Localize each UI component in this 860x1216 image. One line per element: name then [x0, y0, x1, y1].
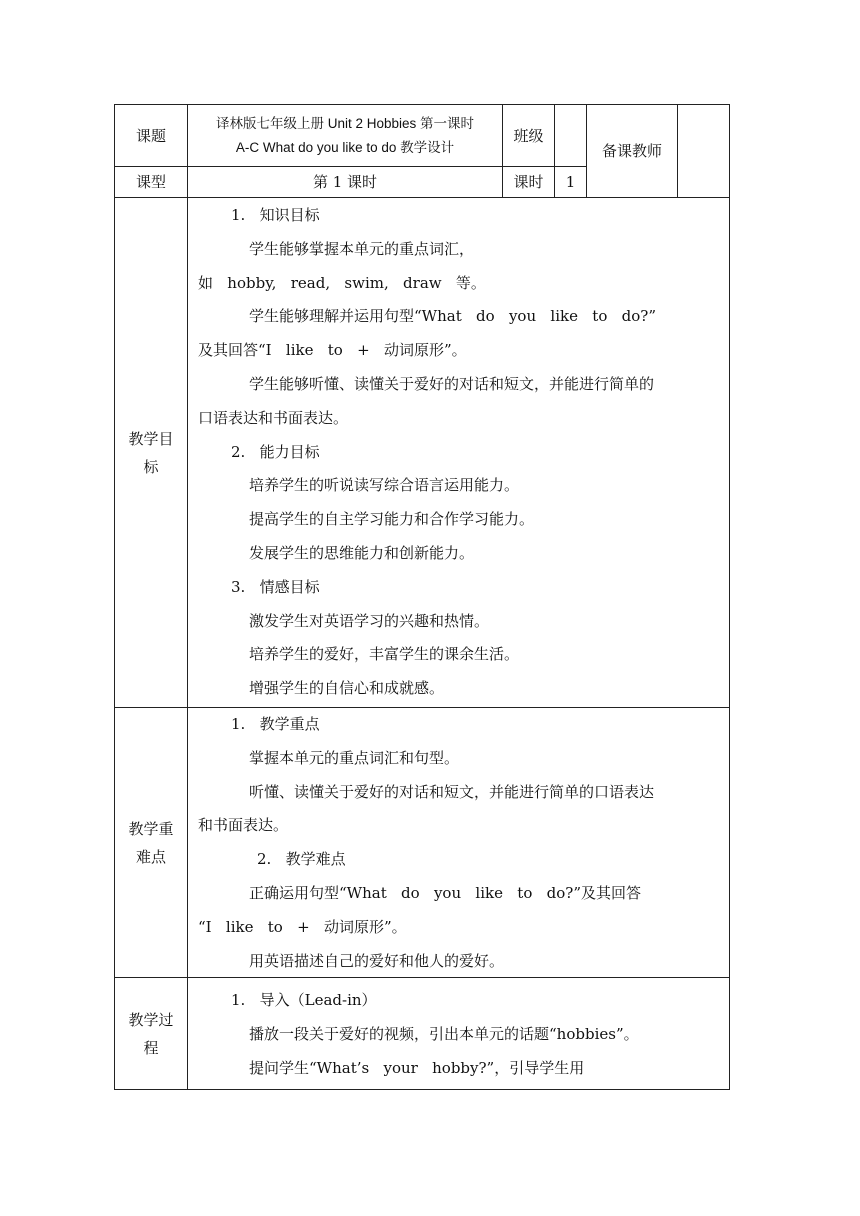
section-heading: 1. 知识目标 — [231, 206, 320, 224]
content-line: 激发学生对英语学习的兴趣和热情。 — [249, 611, 490, 630]
content-line: 及其回答“I like to + 动词原形”。 — [198, 341, 467, 360]
type-value: 第 1 课时 — [312, 173, 378, 191]
content-line: 提问学生“What’s your hobby?”，引导学生用 — [249, 1058, 585, 1077]
content-line: 增强学生的自信心和成就感。 — [249, 679, 445, 698]
key-points-content — [114, 708, 730, 978]
hours-label: 课时 — [513, 173, 544, 191]
type-label: 课型 — [135, 173, 166, 191]
table-border — [114, 197, 730, 198]
content-line: 播放一段关于爱好的视频，引出本单元的话题“hobbies”。 — [249, 1024, 639, 1043]
content-line: “I like to + 动词原形”。 — [198, 917, 407, 936]
row-label-line: 教学目 — [128, 429, 174, 448]
teacher-value — [678, 105, 729, 197]
content-line: 培养学生的听说读写综合语言运用能力。 — [249, 476, 520, 495]
content-line: 发展学生的思维能力和创新能力。 — [249, 543, 475, 562]
class-label: 班级 — [513, 126, 544, 145]
section-heading: 2. 能力目标 — [231, 442, 320, 461]
table-border — [114, 1089, 730, 1090]
content-line: 和书面表达。 — [198, 816, 289, 835]
content-line: 学生能够掌握本单元的重点词汇， — [249, 239, 475, 258]
content-line: 掌握本单元的重点词汇和句型。 — [249, 748, 460, 767]
content-line: 提高学生的自主学习能力和合作学习能力。 — [249, 510, 535, 529]
class-value — [555, 105, 586, 166]
section-heading: 3. 情感目标 — [231, 577, 320, 596]
topic-value — [188, 105, 502, 166]
topic-title-line: 译林版七年级上册 Unit 2 Hobbies 第一课时 — [215, 115, 475, 131]
row-label-line: 教学重 — [128, 819, 174, 838]
section-heading: 2. 教学难点 — [257, 850, 346, 869]
process-content — [114, 984, 730, 1085]
topic-label: 课题 — [135, 126, 166, 145]
content-line: 学生能够理解并运用句型“What do you like to do?” — [249, 307, 657, 326]
objectives-content — [114, 199, 730, 706]
content-line: 听懂、读懂关于爱好的对话和短文，并能进行简单的口语表达 — [249, 782, 655, 801]
content-line: 培养学生的爱好，丰富学生的课余生活。 — [249, 645, 520, 664]
row-label-line: 程 — [143, 1038, 159, 1057]
hours-value: 1 — [565, 173, 576, 191]
row-label-line: 标 — [143, 457, 159, 476]
content-line: 学生能够听懂、读懂关于爱好的对话和短文，并能进行简单的 — [249, 374, 655, 393]
section-heading: 1. 教学重点 — [231, 715, 320, 733]
section-heading: 1. 导入（Lead-in） — [231, 991, 377, 1009]
topic-title-line: A-C What do you like to do 教学设计 — [235, 139, 455, 155]
content-line: 用英语描述自己的爱好和他人的爱好。 — [249, 951, 505, 970]
row-label-line: 教学过 — [128, 1010, 174, 1029]
content-line: 如 hobby, read, swim, draw 等。 — [198, 273, 486, 292]
teacher-label: 备课教师 — [601, 142, 662, 160]
row-label-line: 难点 — [135, 847, 166, 866]
content-line: 口语表达和书面表达。 — [198, 408, 349, 427]
content-line: 正确运用句型“What do you like to do?”及其回答 — [249, 883, 642, 902]
